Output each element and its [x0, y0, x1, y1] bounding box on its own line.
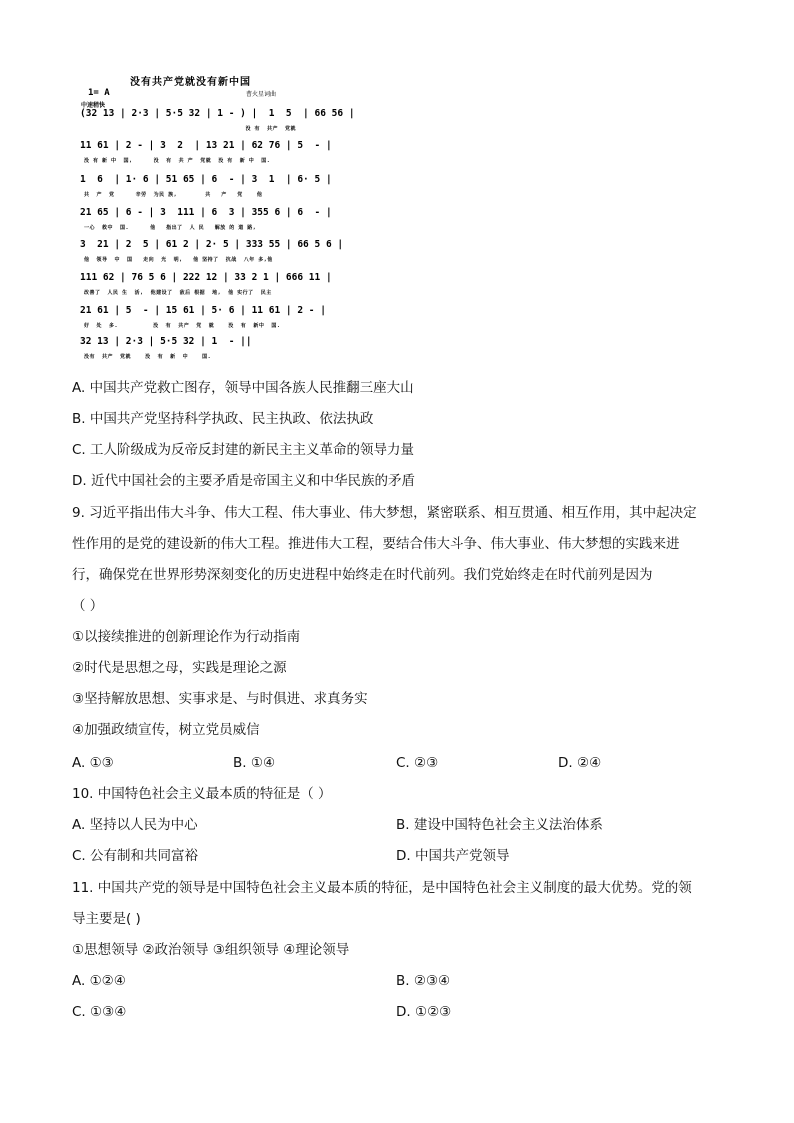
- score-lyric-line: 一心 救中 国. 他 指出了 人 民 解放 的 道 路,: [84, 225, 257, 231]
- score-notation-line: 21 65 | 6 - | 3 111 | 6 3 | 355 6 | 6 - |: [80, 207, 332, 218]
- score-lyric-line: 共 产 党 辛劳 为民 族, 共 产 党 他: [84, 192, 263, 198]
- score-lyric-line: 好 处 多. 没 有 共产 党 就 没 有 新中 国.: [84, 323, 281, 329]
- score-notation-line: 21 61 | 5 - | 15 61 | 5· 6 | 11 61 | 2 - |: [80, 305, 326, 316]
- q11-stem-line: 导主要是( ): [72, 911, 141, 927]
- q8-option-d: D. 近代中国社会的主要矛盾是帝国主义和中华民族的矛盾: [72, 473, 415, 489]
- q11-option-b: B. ②③④: [396, 973, 451, 989]
- score-title: 没有共产党就没有新中国: [130, 77, 251, 88]
- score-lyric-line: 改善了 人民 生 活, 他建设了 敌后 根据 地, 他 实行了 民主: [84, 290, 272, 296]
- score-tempo: 中速稍快: [81, 102, 106, 109]
- score-notation-line: 1 6 | 1· 6 | 51 65 | 6 - | 3 1 | 6· 5 |: [80, 174, 332, 185]
- score-author: 曹火星词曲: [246, 91, 277, 98]
- q9-option-c: C. ②③: [396, 755, 439, 771]
- q11-option-c: C. ①③④: [72, 1004, 127, 1020]
- q8-option-c: C. 工人阶级成为反帝反封建的新民主主义革命的领导力量: [72, 442, 415, 458]
- q9-option-b: B. ①④: [233, 755, 276, 771]
- q9-item-1: ①以接续推进的创新理论作为行动指南: [72, 629, 301, 645]
- q9-option-d: D. ②④: [558, 755, 602, 771]
- q10-stem: 10. 中国特色社会主义最本质的特征是（ ）: [72, 786, 332, 802]
- q10-option-b: B. 建设中国特色社会主义法治体系: [396, 817, 603, 833]
- score-notation-line: 3 21 | 2 5 | 61 2 | 2· 5 | 333 55 | 66 5 6 |: [80, 239, 344, 250]
- q11-option-a: A. ①②④: [72, 973, 126, 989]
- score-notation-line: (32 13 | 2·3 | 5·5 32 | 1 - ) | 1 5 | 66 56 |: [80, 108, 355, 119]
- score-lyric-line: 没 有 共产 党就: [84, 126, 297, 132]
- q10-option-a: A. 坚持以人民为中心: [72, 817, 198, 833]
- q9-answer-blank: （ ）: [72, 598, 104, 614]
- score-notation-line: 111 62 | 76 5 6 | 222 12 | 33 2 1 | 666 11 |: [80, 272, 332, 283]
- score-notation-line: 11 61 | 2 - | 3 2 | 13 21 | 62 76 | 5 - |: [80, 140, 332, 151]
- q11-option-d: D. ①②③: [396, 1004, 452, 1020]
- score-lyric-line: 他 领导 中 国 走向 光 明, 他 坚持了 抗战 八年 多,他: [84, 257, 273, 263]
- q11-stem-line: 11. 中国共产党的领导是中国特色社会主义最本质的特征，是中国特色社会主义制度的最大优势。党的领: [72, 880, 692, 896]
- music-score-figure: [78, 70, 355, 360]
- q9-stem-line: 行，确保党在世界形势深刻变化的历史进程中始终走在时代前列。我们党始终走在时代前列是因为: [72, 567, 653, 583]
- q9-option-a: A. ①③: [72, 755, 114, 771]
- q8-option-a: A. 中国共产党救亡图存，领导中国各族人民推翻三座大山: [72, 380, 414, 396]
- score-key: 1= A: [88, 88, 110, 98]
- score-notation-line: 32 13 | 2·3 | 5·5 32 | 1 - ||: [80, 336, 252, 347]
- score-lyric-line: 没 有 新 中 国, 没 有 共 产 党就 没 有 新 中 国.: [84, 158, 271, 164]
- q9-stem-line: 性作用的是党的建设新的伟大工程。推进伟大工程，要结合伟大斗争、伟大事业、伟大梦想的实践来进: [72, 536, 680, 552]
- q9-item-3: ③坚持解放思想、实事求是、与时俱进、求真务实: [72, 691, 368, 707]
- q8-option-b: B. 中国共产党坚持科学执政、民主执政、依法执政: [72, 411, 374, 427]
- q10-option-c: C. 公有制和共同富裕: [72, 848, 199, 864]
- q9-item-2: ②时代是思想之母，实践是理论之源: [72, 660, 287, 676]
- score-lyric-line: 没有 共产 党就 没 有 新 中 国.: [84, 354, 212, 360]
- q11-items: ①思想领导 ②政治领导 ③组织领导 ④理论领导: [72, 942, 350, 958]
- q10-option-d: D. 中国共产党领导: [396, 848, 510, 864]
- q9-stem-line: 9. 习近平指出伟大斗争、伟大工程、伟大事业、伟大梦想，紧密联系、相互贯通、相互作用，其中起决定: [72, 505, 697, 521]
- q9-item-4: ④加强政绩宣传，树立党员威信: [72, 722, 260, 738]
